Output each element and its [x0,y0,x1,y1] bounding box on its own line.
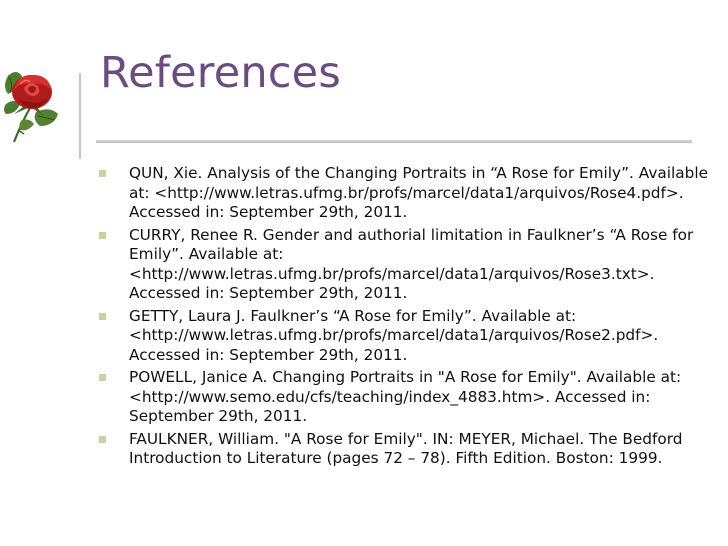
reference-text: POWELL, Janice A. Changing Portraits in "A Rose for Emily". Available at: <http://www.semo.edu/cfs/teaching/index_4883.htm>. Accessed in: September 29th, 2011. [129,368,682,425]
reference-text: GETTY, Laura J. Faulkner’s “A Rose for Emily”. Available at: <http://www.letras.ufmg.br/profs/marcel/data1/arquivos/Rose2.pdf>. Accessed in: September 29th, 2011. [129,306,659,364]
reference-item [96,430,714,469]
reference-list [96,164,714,472]
square-bullet-icon [99,313,106,320]
square-bullet-icon [99,436,106,443]
square-bullet-icon [99,232,106,239]
square-bullet-icon [99,170,106,177]
reference-item [96,226,714,304]
reference-text: FAULKNER, William. "A Rose for Emily". IN: MEYER, Michael. The Bedford Introduction to Literature (pages 72 – 78). Fifth Edition. Boston: 1999. [129,429,683,467]
reference-text: CURRY, Renee R. Gender and authorial limitation in Faulkner’s “A Rose for Emily”. Available at: <http://www.letras.ufmg.br/profs/marcel/data1/arquivos/Rose3.txt>. Accessed in: September 29th, 2011. [129,225,694,302]
title-vertical-line [79,73,81,159]
square-bullet-icon [99,374,106,381]
slide-title: References [100,48,341,98]
reference-item [96,368,714,427]
rose-icon [0,64,78,146]
reference-text: QUN, Xie. Analysis of the Changing Portraits in “A Rose for Emily”. Available at: <http://www.letras.ufmg.br/profs/marcel/data1/arquivos/Rose4.pdf>. Accessed in: September 29th, 2011. [129,164,709,221]
title-divider [96,140,692,143]
reference-item [96,164,714,223]
reference-item [96,307,714,366]
